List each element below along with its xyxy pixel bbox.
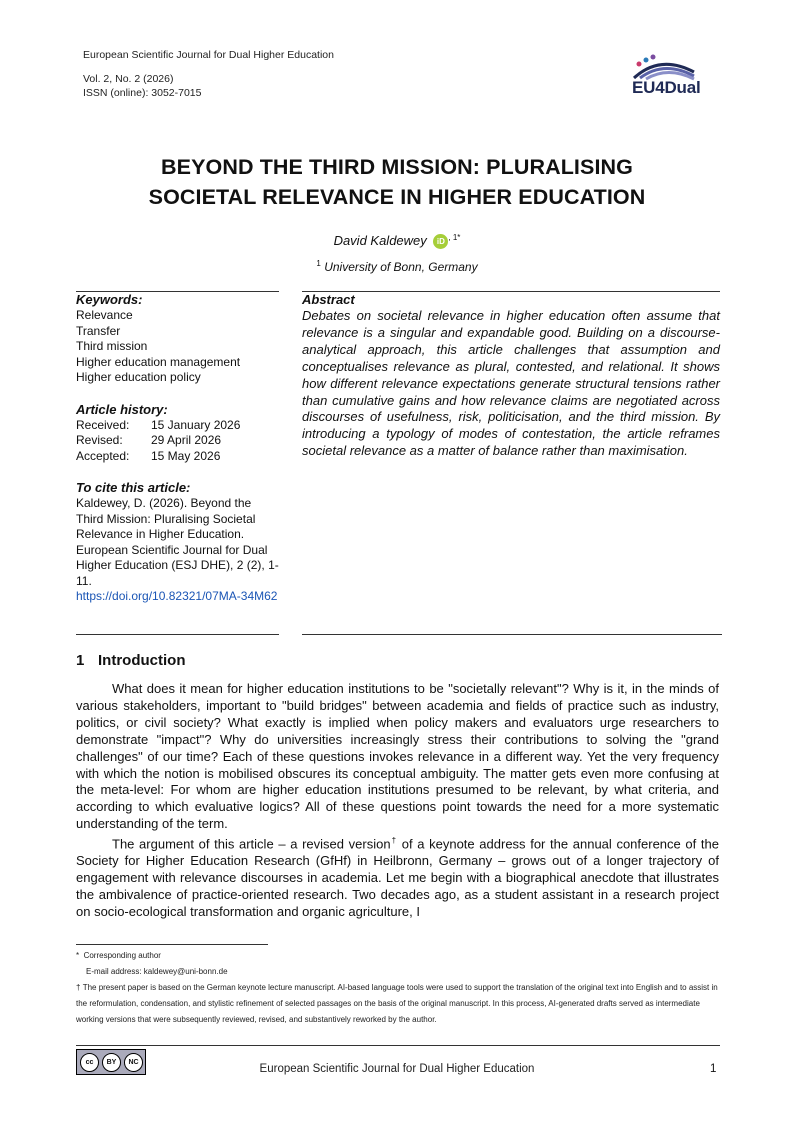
- footer-journal: European Scientific Journal for Dual Higher Education: [259, 1063, 535, 1075]
- logo-text: EU4Dual: [632, 78, 701, 97]
- affiliation-mark: 1: [316, 259, 321, 268]
- title-line-2: SOCIETAL RELEVANCE IN HIGHER EDUCATION: [148, 185, 646, 209]
- keyword: Higher education policy: [76, 370, 201, 384]
- section-number: 1: [76, 652, 85, 669]
- history-date: 29 April 2026: [151, 433, 222, 447]
- history-row: [76, 433, 279, 449]
- eu4dual-logo: [630, 52, 710, 102]
- doi-link[interactable]: https://doi.org/10.82321/07MA-34M62: [76, 589, 278, 603]
- affiliation-text: University of Bonn, Germany: [324, 260, 478, 274]
- footnote-dagger: [76, 980, 722, 1028]
- keyword: Third mission: [76, 339, 148, 353]
- abstract-column: [302, 291, 720, 460]
- journal-name: European Scientific Journal for Dual Higher Education: [83, 49, 334, 61]
- abstract-heading: Abstract: [302, 292, 355, 307]
- keyword: Relevance: [76, 308, 133, 322]
- keywords-heading: Keywords:: [76, 292, 143, 307]
- cc-icon: cc: [80, 1053, 99, 1072]
- author-name: David Kaldewey: [333, 233, 427, 248]
- paragraph: [76, 833, 719, 921]
- footnote-mark[interactable]: †: [390, 836, 398, 846]
- section-heading: [76, 652, 185, 669]
- keyword: Higher education management: [76, 354, 241, 369]
- history-heading: Article history:: [76, 401, 168, 417]
- footer-divider: [76, 1045, 720, 1046]
- citation-text: Kaldewey, D. (2026). Beyond the Third Mission: Pluralising Societal Relevance in Higher Education. European Scientific Journal for Dual Higher Education (ESJ DHE), 2 (2), 1-11.: [76, 496, 279, 588]
- paragraph-text: of a keynote address for the annual conference of the Society for Higher Education Research (GfHf) in Heilbronn, Germany – grows out of a longer trajectory of engagement with relevance discourses in academia. Let me begin with a biographical anecdote that illustrates the ambivalence of practice-oriented research. Two decades ago, as a student assistant in a research project on socio-ecological transformation and organic agriculture, I: [76, 836, 719, 920]
- body-text: [76, 681, 719, 921]
- history-row: [76, 449, 279, 465]
- history-date: 15 January 2026: [151, 417, 241, 432]
- volume-info: Vol. 2, No. 2 (2026): [83, 73, 174, 85]
- footnote-divider: [76, 944, 268, 945]
- footnote-corresponding: [76, 948, 722, 964]
- issn: ISSN (online): 3052-7015: [83, 87, 202, 99]
- title-line-1: BEYOND THE THIRD MISSION: PLURALISING: [161, 155, 633, 179]
- article-info-column: [76, 291, 279, 605]
- affiliation: [0, 259, 794, 274]
- history-row: [76, 418, 279, 434]
- page-number: 1: [710, 1063, 717, 1075]
- paragraph: What does it mean for higher education institutions to be "societally relevant"? Why is it, in the minds of various stakeholders, important to "build bridges" between academia and fields of practice such as industry, politics, or civil society? What exactly is implied when policy makers and evaluators urge researchers to demonstrate "impact"? Why do universities increasingly stress their contributions to solving the "grand challenges" of our time? Each of these questions invokes relevance in a different way. Yet the very frequency with which the notion is mobilised obscures its conceptual ambiguity. The matter gets even more confusing at the meta-level: For whom are higher education institutions presumed to be relevant, by what criteria, and according to which evaluative logics? All of these questions point towards the need for a more systematic understanding of the term.: [76, 681, 719, 832]
- divider: [76, 634, 279, 635]
- history-date: 15 May 2026: [151, 448, 221, 463]
- history-label: Accepted:: [76, 448, 130, 463]
- by-icon: BY: [102, 1053, 121, 1072]
- keywords-list: [76, 308, 279, 386]
- footnote-email: E-mail address: kaldewey@uni-bonn.de: [86, 967, 228, 976]
- nc-icon: NC: [124, 1053, 143, 1072]
- cite-heading: To cite this article:: [76, 480, 191, 495]
- paragraph-text: The argument of this article – a revised version: [112, 836, 391, 852]
- divider: [302, 634, 722, 635]
- author-marks: , 1*: [448, 233, 461, 242]
- history-label: Received:: [76, 417, 130, 432]
- section-title: Introduction: [98, 652, 186, 669]
- article-title: [60, 152, 734, 212]
- orcid-icon[interactable]: iD: [433, 234, 448, 249]
- keyword: Transfer: [76, 323, 121, 338]
- footnote-mark: †: [76, 983, 81, 992]
- history-label: Revised:: [76, 433, 123, 447]
- abstract-text: Debates on societal relevance in higher education often assume that relevance is a singular and expandable good. Building on a discourse-analytical approach, this article challenges that assumption and conceptualises relevance as plural, contested, and relational. It shows how different relevance expectations generate structural tensions rather than cumulative gains and how relevance claims are negotiated across discourses of usefulness, risk, politicisation, and the third mission. By introducing a typology of modes of contestation, the article reframes societal relevance as a matter of balance rather than maximisation.: [302, 308, 720, 459]
- footnote-mark: *: [76, 951, 80, 960]
- author-line: [0, 233, 794, 249]
- footnote-text: The present paper is based on the German keynote lecture manuscript. AI-based language tools were used to support the translation of the original text into English and to assist in the reformulation, condensation, and stylistic refinement of selected passages on the basis of the original manuscript. In this process, AI-generated drafts served as intermediate working versions that were subsequently reviewed, revised, and substantively reworked by the author.: [76, 983, 718, 1024]
- footnote-text: Corresponding author: [83, 951, 161, 960]
